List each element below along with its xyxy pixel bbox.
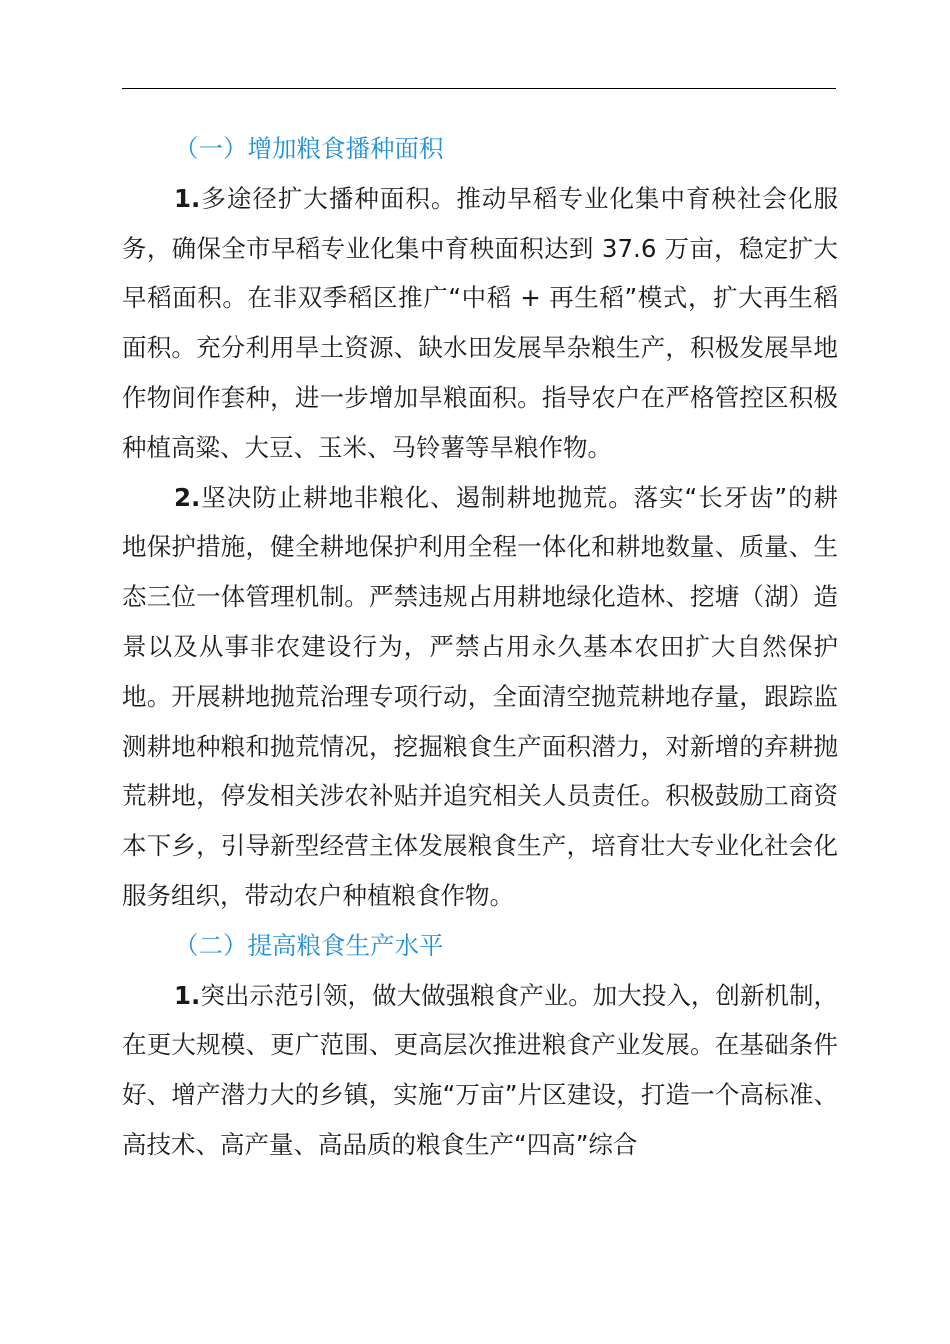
item-number: 1.	[174, 183, 201, 213]
item-number: 2.	[174, 482, 201, 512]
paragraph-2-1	[122, 971, 838, 1170]
section-heading-2: （二）提高粮食生产水平	[174, 930, 444, 960]
header-rule	[122, 88, 836, 89]
paragraph-1-1	[122, 174, 838, 473]
paragraph-text: 突出示范引领，做大做强粮食产业。加大投入，创新机制，在更大规模、更广范围、更高层次推进粮食产业发展。在基础条件好、增产潜力大的乡镇，实施“万亩”片区建设，打造一个高标准、高技术、高产量、高品质的粮食生产“四高”综合	[122, 980, 838, 1159]
item-number: 1.	[174, 980, 201, 1010]
document-body	[122, 124, 838, 1170]
paragraph-text: 坚决防止耕地非粮化、遏制耕地抛荒。落实“长牙齿”的耕地保护措施，健全耕地保护利用全程一体化和耕地数量、质量、生态三位一体管理机制。严禁违规占用耕地绿化造林、挖塘（湖）造景以及从事非农建设行为，严禁占用永久基本农田扩大自然保护地。开展耕地抛荒治理专项行动，全面清空抛荒耕地存量，跟踪监测耕地种粮和抛荒情况，挖掘粮食生产面积潜力，对新增的弃耕抛荒耕地，停发相关涉农补贴并追究相关人员责任。积极鼓励工商资本下乡，引导新型经营主体发展粮食生产，培育壮大专业化社会化服务组织，带动农户种植粮食作物。	[122, 482, 838, 910]
paragraph-1-2	[122, 473, 838, 921]
section-heading-1: （一）增加粮食播种面积	[174, 134, 444, 163]
paragraph-text: 多途径扩大播种面积。推动早稻专业化集中育秧社会化服务，确保全市早稻专业化集中育秧面积达到 37.6 万亩，稳定扩大早稻面积。在非双季稻区推广“中稻 + 再生稻”模式，扩大再生稻面积。充分利用旱土资源、缺水田发展旱杂粮生产，积极发展旱地作物间作套种，进一步增加旱粮面积。指导农户在严格管控区积极种植高粱、大豆、玉米、马铃薯等旱粮作物。	[122, 183, 838, 462]
